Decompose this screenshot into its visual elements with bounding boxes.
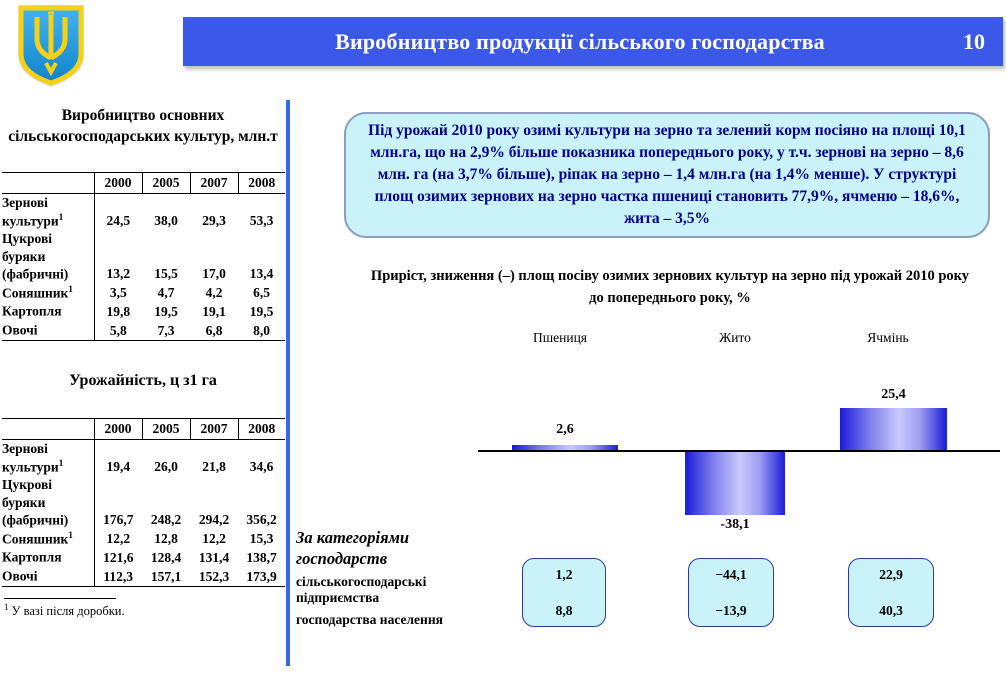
category-label-barley: Ячмінь bbox=[867, 330, 909, 345]
value-box-wheat bbox=[522, 558, 606, 627]
cell: 176,7 bbox=[103, 512, 134, 528]
info-box bbox=[344, 112, 990, 238]
chart-title: Приріст, зниження (–) площ посіву озимих зернових культур на зерно під урожай 2010 року до попереднього року, % bbox=[370, 268, 970, 307]
cell: 24,5 bbox=[106, 213, 131, 229]
corner-cell bbox=[2, 419, 94, 440]
table-row bbox=[2, 302, 285, 321]
table-row bbox=[2, 194, 285, 231]
year-header: 2007 bbox=[190, 419, 238, 440]
table-row bbox=[2, 284, 285, 303]
cell: 294,2 bbox=[198, 512, 230, 528]
cell: 157,1 bbox=[142, 567, 190, 586]
cell: 131,4 bbox=[198, 549, 230, 565]
cell: 19,5 bbox=[154, 303, 178, 319]
year-header: 2000 bbox=[94, 173, 142, 194]
row-label: Картопля bbox=[2, 303, 62, 319]
cell: 19,1 bbox=[202, 303, 226, 319]
row-label: Картопля bbox=[2, 549, 62, 565]
cell: 19,8 bbox=[106, 303, 131, 319]
yield-table bbox=[2, 418, 285, 587]
cell: 12,2 bbox=[106, 531, 131, 547]
cell: 8,0 bbox=[238, 321, 285, 340]
cell: 3,5 bbox=[109, 285, 127, 301]
cell: 13,4 bbox=[249, 266, 274, 282]
bar-rye bbox=[685, 452, 785, 515]
row-label: Цукрові буряки (фабричні) bbox=[2, 477, 69, 528]
bar-value-barley: 25,4 bbox=[881, 387, 906, 402]
value-households: −13,9 bbox=[715, 602, 747, 618]
value-households: 8,8 bbox=[555, 602, 573, 618]
by-category-heading: За категоріями господарств bbox=[296, 528, 410, 569]
value-box-barley bbox=[848, 558, 934, 627]
cell: 4,7 bbox=[157, 285, 175, 301]
year-header: 2000 bbox=[94, 419, 142, 440]
year-header: 2005 bbox=[142, 173, 190, 194]
year-header: 2005 bbox=[142, 419, 190, 440]
value-enterprises: 22,9 bbox=[879, 567, 903, 582]
footnote-marker: 1 bbox=[68, 529, 73, 540]
cell: 12,8 bbox=[154, 531, 178, 547]
vertical-divider bbox=[286, 100, 290, 666]
table-row bbox=[2, 440, 285, 477]
bar-barley bbox=[840, 408, 947, 450]
cell: 138,7 bbox=[246, 549, 277, 565]
header-bar bbox=[183, 17, 1003, 66]
footnote bbox=[4, 598, 125, 619]
table1-title: Виробництво основних сільськогосподарських культур, млн.т bbox=[8, 107, 278, 145]
table-row bbox=[2, 321, 285, 340]
cell: 248,2 bbox=[150, 512, 182, 528]
cell: 15,3 bbox=[249, 531, 274, 547]
footnote-marker: 1 bbox=[68, 283, 73, 294]
cell: 29,3 bbox=[202, 213, 226, 229]
cell: 152,3 bbox=[190, 567, 238, 586]
row-label: Зернові культури bbox=[2, 195, 59, 229]
x-axis-line bbox=[478, 450, 1000, 452]
year-header: 2008 bbox=[238, 419, 285, 440]
bar-chart bbox=[478, 385, 1000, 535]
cell: 128,4 bbox=[150, 549, 182, 565]
cell: 34,6 bbox=[249, 459, 274, 475]
row-label: Овочі bbox=[2, 322, 38, 338]
cell: 356,2 bbox=[246, 512, 277, 528]
footnote-rule bbox=[4, 598, 116, 599]
table-header-row bbox=[2, 419, 285, 440]
row-label: Зернові культури bbox=[2, 441, 59, 475]
cell: 21,8 bbox=[202, 459, 226, 475]
page-title: Виробництво продукції сільського господарства bbox=[335, 28, 825, 54]
cell: 5,8 bbox=[94, 321, 142, 340]
footnote-text: У вазі після доробки. bbox=[8, 604, 125, 619]
cell: 12,2 bbox=[202, 531, 226, 547]
year-header: 2008 bbox=[238, 173, 285, 194]
cell: 38,0 bbox=[154, 213, 178, 229]
year-header: 2007 bbox=[190, 173, 238, 194]
table-row bbox=[2, 530, 285, 549]
cell: 7,3 bbox=[142, 321, 190, 340]
bar-value-wheat: 2,6 bbox=[556, 422, 574, 437]
bar-value-rye: -38,1 bbox=[720, 517, 750, 532]
production-table bbox=[2, 172, 285, 341]
value-box-rye bbox=[688, 558, 774, 627]
info-box-text: Під урожай 2010 року озимі культури на зерно та зелений корм посіяно на площі 10,1 млн.га, що на 2,9% більше показника попереднього року, у т.ч. зернові на зерно – 8,6 млн. га (на 3,7% більше), ріпак на зерно – 1,4 млн.га (на 1,4% менше). У структурі площ озимих зернових на зерно частка пшениці становить 77,9%, ячменю – 18,6%, жита – 3,5% bbox=[368, 122, 966, 227]
value-enterprises: 1,2 bbox=[555, 567, 573, 582]
cell: 112,3 bbox=[94, 567, 142, 586]
row-label: Овочі bbox=[2, 568, 38, 584]
footnote-marker: 1 bbox=[4, 602, 9, 612]
table2-title: Урожайність, ц з1 га bbox=[69, 372, 217, 389]
cell: 19,5 bbox=[249, 303, 274, 319]
table-row bbox=[2, 548, 285, 567]
footnote-marker: 1 bbox=[58, 211, 64, 222]
cell: 6,5 bbox=[253, 285, 270, 301]
footnote-marker: 1 bbox=[58, 457, 64, 468]
by-category-row-label-households: господарства населення bbox=[296, 612, 443, 627]
cell: 53,3 bbox=[249, 213, 274, 229]
table-row bbox=[2, 476, 285, 529]
by-category-row-label-enterprises: сільськогосподарські підприємства bbox=[296, 574, 427, 605]
cell: 15,5 bbox=[154, 266, 178, 282]
cell: 19,4 bbox=[106, 459, 131, 475]
corner-cell bbox=[2, 173, 94, 194]
cell: 173,9 bbox=[238, 567, 285, 586]
table-header-row bbox=[2, 173, 285, 194]
ukraine-coat-of-arms-icon bbox=[12, 3, 90, 96]
row-label: Цукрові буряки (фабричні) bbox=[2, 231, 69, 282]
cell: 13,2 bbox=[106, 266, 131, 282]
cell: 17,0 bbox=[202, 266, 226, 282]
row-label: Соняшник bbox=[2, 531, 69, 547]
table-row bbox=[2, 230, 285, 283]
category-label-wheat: Пшениця bbox=[532, 330, 588, 345]
cell: 26,0 bbox=[154, 459, 178, 475]
page-number: 10 bbox=[963, 28, 985, 54]
category-label-rye: Жито bbox=[719, 330, 751, 345]
table-row bbox=[2, 567, 285, 586]
cell: 121,6 bbox=[103, 549, 134, 565]
value-households: 40,3 bbox=[879, 602, 903, 618]
row-label: Соняшник bbox=[2, 285, 69, 301]
cell: 4,2 bbox=[205, 285, 223, 301]
cell: 6,8 bbox=[190, 321, 238, 340]
value-enterprises: −44,1 bbox=[715, 567, 747, 582]
